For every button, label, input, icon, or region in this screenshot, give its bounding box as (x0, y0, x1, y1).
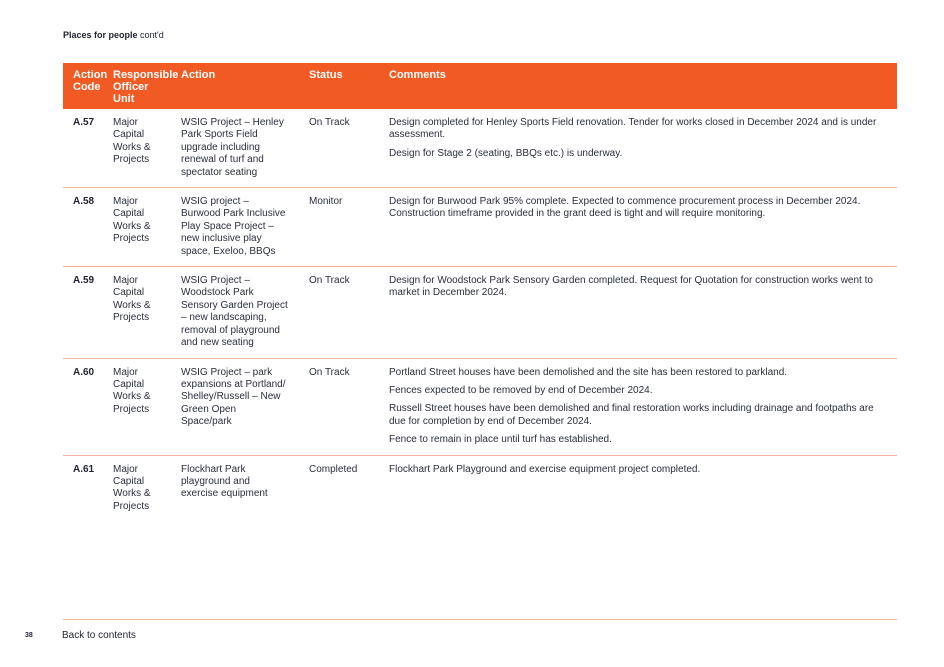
comment-paragraph: Design for Stage 2 (seating, BBQs etc.) is underway. (389, 147, 623, 159)
column-header-status: Status (299, 63, 379, 109)
status: Completed (309, 463, 358, 475)
responsible-unit: Major Capital Works & Projects (103, 358, 171, 455)
column-header-action-code: Action Code (63, 63, 103, 109)
action-description: WSIG Project – Woodstock Park Sensory Garden Project – new landscaping, removal of playground and new seating (171, 267, 299, 358)
table-row (63, 267, 897, 358)
comment-paragraph: Design for Woodstock Park Sensory Garden completed. Request for Quotation for construction works went to market in December 2024. (389, 275, 873, 299)
comment-paragraph: Fence to remain in place until turf has established. (389, 434, 612, 446)
status: On Track (299, 267, 379, 358)
action-code: A.57 (63, 109, 103, 188)
table-row (63, 358, 897, 455)
status: On Track (299, 109, 379, 188)
footer-divider (63, 619, 897, 620)
table-row (63, 109, 897, 188)
back-to-contents-link[interactable]: Back to contents (62, 630, 136, 641)
responsible-unit: Major Capital Works & Projects (103, 109, 171, 188)
action-code: A.59 (63, 267, 103, 358)
column-header-action: Action (171, 63, 299, 109)
column-header-comments: Comments (379, 63, 897, 109)
column-header-responsible-unit: Responsible Officer Unit (103, 63, 171, 109)
section-title-bold: Places for people (63, 30, 138, 40)
table-row (63, 188, 897, 267)
comment-paragraph: Design completed for Henley Sports Field renovation. Tender for works closed in December 2024 and is under assessment. (389, 117, 877, 141)
status: Monitor (299, 188, 379, 267)
comments (379, 267, 897, 358)
comment-paragraph: Design for Burwood Park 95% complete. Expected to commence procurement process in December 2024. Construction timeframe provided in the grant deed is tight and will require monitoring. (389, 196, 861, 220)
action-description: WSIG project – Burwood Park Inclusive Play Space Project – new inclusive play space, Exeloo, BBQs (171, 188, 299, 267)
actions-table (63, 63, 897, 521)
table-header-row (63, 63, 897, 109)
action-code: A.61 (73, 463, 95, 475)
action-description: WSIG Project – Henley Park Sports Field upgrade including renewal of turf and spectator seating (171, 109, 299, 188)
comment-paragraph: Russell Street houses have been demolished and final restoration works including drainage and footpaths are due for completion by end of December 2024. (389, 403, 874, 427)
comment-paragraph: Portland Street houses have been demolished and the site has been restored to parkland. (389, 366, 788, 378)
comments (379, 358, 897, 455)
status: On Track (299, 358, 379, 455)
comments (379, 188, 897, 267)
action-description: Flockhart Park playground and exercise equipment (181, 463, 268, 500)
page-number: 38 (25, 632, 33, 639)
responsible-unit: Major Capital Works & Projects (103, 188, 171, 267)
action-code: A.58 (63, 188, 103, 267)
action-description: WSIG Project – park expansions at Portland/ Shelley/Russell – New Green Open Space/park (171, 358, 299, 455)
action-code: A.60 (63, 358, 103, 455)
responsible-unit: Major Capital Works & Projects (113, 463, 151, 512)
comments (379, 455, 897, 521)
comments (379, 109, 897, 188)
comment-paragraph: Fences expected to be removed by end of December 2024. (389, 384, 653, 396)
responsible-unit: Major Capital Works & Projects (103, 267, 171, 358)
comment-paragraph: Flockhart Park Playground and exercise equipment project completed. (389, 463, 701, 475)
section-title (63, 30, 164, 40)
table-row (63, 455, 897, 521)
section-title-rest: cont'd (137, 30, 164, 40)
